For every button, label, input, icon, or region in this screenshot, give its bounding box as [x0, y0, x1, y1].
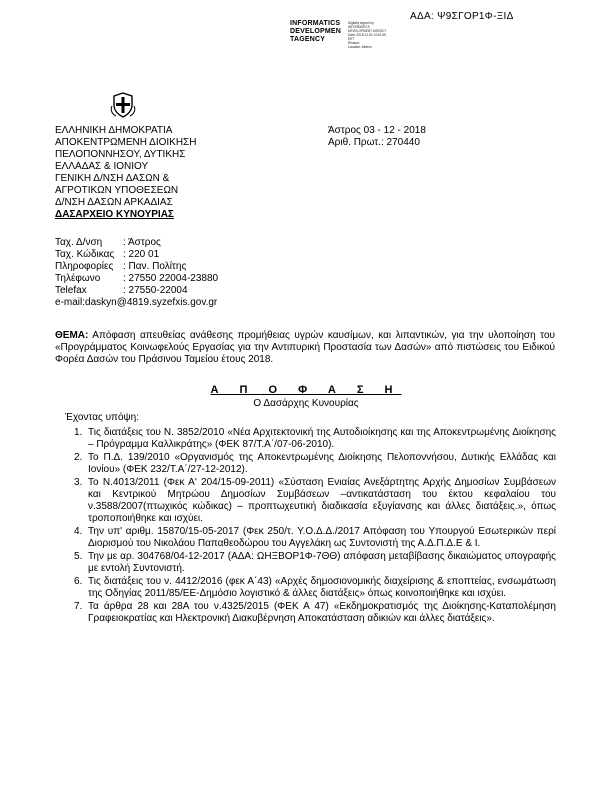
contact-key: Ταχ. Δ/νση — [55, 237, 103, 248]
stamp-detail-line: EET — [348, 37, 355, 41]
signature-stamp-details — [348, 21, 386, 49]
stamp-detail-line: DEVELOPMENT AGENCY — [348, 29, 387, 33]
item-text: Την υπ' αριθμ. 15870/15-05-2017 (Φεκ 250/τ. Υ.Ο.Δ.Δ./2017 Απόφαση του Υπουργού Εσωτερικών περί Διορισμού του Νικολάου Παπαθεοδώρου του Αγγελάκη ως Συντονιστή της Α.Δ.Π.Δ.Ε & Ι. — [88, 526, 556, 549]
contact-value: : 220 01 — [123, 249, 160, 260]
item-number: 2. — [74, 452, 83, 463]
considerations-list — [66, 427, 556, 626]
stamp-logo-line: INFORMATICS — [290, 20, 341, 27]
list-item — [66, 576, 556, 600]
item-number: 3. — [74, 477, 83, 488]
forest-service-name: ΔΑΣΑΡΧΕΙΟ ΚΥΝΟΥΡΙΑΣ — [55, 209, 174, 220]
contact-key: Ταχ. Κώδικας — [55, 249, 115, 260]
item-number: 1. — [74, 427, 83, 438]
item-text: Τις διατάξεις του ν. 4412/2016 (φεκ Α΄43) «Αρχές δημοσιονομικής διαχείρισης & εποπτείας, ενσωμάτωση της Οδηγίας 2011/85/ΕΕ-Δημόσιο λογιστικό & άλλες διατάξεις» όπως κοινοποιήθηκε και ισχύει. — [88, 576, 556, 599]
date-protocol-block — [328, 125, 426, 149]
item-text: Τα άρθρα 28 και 28Α του ν.4325/2015 (ΦΕΚ Α 47) «Εκδημοκρατισμός της Διοίκησης-Καταπολέμηση Γραφειοκρατίας και Ηλεκτρονική Διακυβέρνηση Αποκατάσταση αδικιών και άλλες διατάξεις». — [88, 601, 556, 624]
authority-line: ΓΕΝΙΚΗ Δ/ΝΣΗ ΔΑΣΩΝ & — [55, 173, 170, 184]
stamp-logo-line: TAGENCY — [290, 36, 326, 43]
authority-line: ΑΓΡΟΤΙΚΩΝ ΥΠΟΘΕΣΕΩΝ — [55, 185, 179, 196]
stamp-detail-line: Reason: — [348, 41, 360, 45]
contact-value: : Παν. Πολίτης — [123, 261, 187, 272]
stamp-logo-line: DEVELOPMEN — [290, 28, 342, 35]
stamp-detail-line: Date: 2018.12.03 14:10:55 — [348, 33, 386, 37]
item-number: 4. — [74, 526, 83, 537]
contact-table — [55, 237, 218, 297]
authority-line: ΑΠΟΚΕΝΤΡΩΜΕΝΗ ΔΙΟΙΚΗΣΗ — [55, 137, 197, 148]
authority-line: ΕΛΛΗΝΙΚΗ ΔΗΜΟΚΡΑΤΙΑ — [55, 125, 173, 136]
authority-line: Δ/ΝΣΗ ΔΑΣΩΝ ΑΡΚΑΔΙΑΣ — [55, 197, 173, 208]
contact-row — [55, 237, 218, 249]
contact-row — [55, 249, 218, 261]
contact-row — [55, 273, 218, 285]
decision-issuer: Ο Δασάρχης Κυνουρίας — [253, 398, 359, 409]
contact-key: Τηλέφωνο — [55, 273, 101, 284]
signature-stamp-logo — [290, 20, 341, 44]
list-item — [66, 477, 556, 525]
email-address[interactable]: e-mail:daskyn@4819.syzefxis.gov.gr — [55, 297, 218, 308]
ada-code: ΑΔΑ: Ψ9ΣΓΟΡ1Φ-ΞΙΔ — [410, 11, 514, 22]
greek-coat-of-arms-icon — [110, 92, 136, 118]
list-item — [66, 601, 556, 625]
place-date: Άστρος 03 - 12 - 2018 — [328, 125, 426, 136]
subject-label: ΘΕΜΑ: — [55, 330, 89, 341]
list-item — [66, 427, 556, 451]
authority-line: ΕΛΛΑΔΑΣ & ΙΟΝΙΟΥ — [55, 161, 149, 172]
item-text: Το Ν.4013/2011 (Φεκ Α' 204/15-09-2011) «Σύσταση Ενιαίας Ανεξάρτητης Αρχής Δημοσίων Συμβάσεων και Κεντρικού Μητρώου Δημοσίων Συμβάσεων –αντικατάσταση του έκτου κεφαλαίου του ν.3588/2007(πτωχικός κώδικας) – προπτωχευτική διαδικασία εξυγίανσης και άλλες διατάξεις.», όπως τροποποιήθηκε και ισχύει. — [88, 477, 556, 524]
contact-row — [55, 261, 218, 273]
stamp-detail-line: Location: Athens — [348, 45, 372, 49]
authority-line: ΠΕΛΟΠΟΝΝΗΣΟΥ, ΔΥΤΙΚΗΣ — [55, 149, 186, 160]
list-item — [66, 551, 556, 575]
contact-details — [55, 237, 218, 309]
subject-paragraph — [55, 330, 555, 366]
contact-key: Πληροφορίες — [55, 261, 114, 272]
protocol-number: Αριθ. Πρωτ.: 270440 — [328, 137, 420, 148]
item-number: 7. — [74, 601, 83, 612]
contact-value: : 27550-22004 — [123, 285, 188, 296]
stamp-detail-line: INFORMATICS — [348, 25, 370, 29]
item-number: 5. — [74, 551, 83, 562]
list-item — [66, 526, 556, 550]
issuing-authority — [55, 125, 196, 221]
item-number: 6. — [74, 576, 83, 587]
considering-heading: Έχοντας υπόψη: — [65, 412, 139, 423]
subject-text: Απόφαση απευθείας ανάθεσης προμήθειας υγρών καυσίμων, και λιπαντικών, για την υλοποίηση του «Προγράμματος Κοινωφελούς Εργασίας για την Αντιπυρική Προστασία των Δασών» από πιστώσεις του Ειδικού Φορέα Δασών του Πράσινου Ταμείου έτους 2018. — [55, 330, 555, 365]
item-text: Την με αρ. 304768/04-12-2017 (ΑΔΑ: ΩΗΞΒΟΡ1Φ-7ΘΘ) απόφαση μεταβίβασης δικαιώματος υπογραφής με εντολή Συντονιστή. — [88, 551, 556, 574]
contact-value: : Άστρος — [123, 237, 161, 248]
contact-key: Telefax — [55, 285, 87, 296]
stamp-detail-line: Digitally signed by — [348, 21, 374, 25]
list-item — [66, 452, 556, 476]
item-text: Τις διατάξεις του Ν. 3852/2010 «Νέα Αρχιτεκτονική της Αυτοδιοίκησης και της Αποκεντρωμένης Διοίκησης – Πρόγραμμα Καλλικράτης» (ΦΕΚ 87/Τ.Α΄/07-06-2010). — [88, 427, 556, 450]
decision-title: Α Π Ο Φ Α Σ Η — [210, 384, 402, 396]
contact-row — [55, 285, 218, 297]
contact-value: : 27550 22004-23880 — [123, 273, 219, 284]
item-text: Το Π.Δ. 139/2010 «Οργανισμός της Αποκεντρωμένης Διοίκησης Πελοποννήσου, Δυτικής Ελλάδας και Ιονίου» (ΦΕΚ 232/Τ.Α΄/27-12-2012). — [88, 452, 556, 475]
